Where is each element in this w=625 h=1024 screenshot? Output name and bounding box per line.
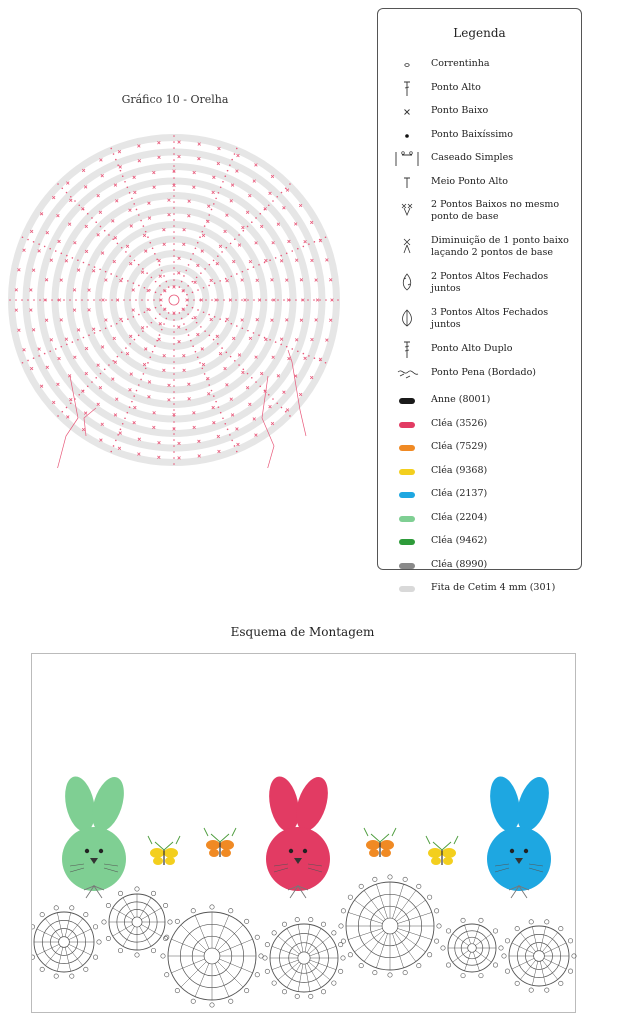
legend-item-label: Correntinha bbox=[431, 58, 490, 69]
butterfly-2 bbox=[204, 828, 236, 857]
antenna bbox=[148, 836, 180, 850]
x-icon bbox=[392, 102, 422, 122]
legend-item-label: Diminuição de 1 ponto baixo laçando 2 pontos de base bbox=[431, 235, 569, 258]
legend-item bbox=[378, 149, 581, 169]
legend-color-item bbox=[378, 579, 581, 599]
legend-color-label: Cléa (2137) bbox=[431, 488, 488, 499]
legend-color-item bbox=[378, 415, 581, 435]
crochet-flower-2 bbox=[102, 887, 172, 957]
decrease-icon bbox=[392, 236, 422, 256]
crochet-flower-4 bbox=[263, 917, 345, 998]
legend-color-item bbox=[378, 532, 581, 552]
antenna bbox=[204, 828, 236, 842]
legend-item-label: Ponto Baixo bbox=[431, 105, 489, 116]
double-x-icon bbox=[392, 200, 422, 220]
crochet-flower-1 bbox=[32, 906, 101, 979]
color-swatch bbox=[399, 445, 415, 451]
color-swatch bbox=[399, 492, 415, 498]
chart-title: Gráfico 10 - Orelha bbox=[121, 93, 229, 106]
legend-color-label: Fita de Cetim 4 mm (301) bbox=[431, 582, 556, 593]
color-swatch bbox=[399, 539, 415, 545]
bunny-1 bbox=[60, 773, 129, 898]
legend-item-label: Ponto Alto bbox=[431, 81, 481, 93]
legend-color-item bbox=[378, 462, 581, 482]
antenna bbox=[426, 836, 458, 850]
legend-color-item bbox=[378, 391, 581, 411]
crochet-flower-3 bbox=[161, 905, 263, 1007]
color-swatch bbox=[399, 398, 415, 404]
feather-icon bbox=[392, 364, 422, 384]
three-closed-icon bbox=[392, 308, 422, 328]
legend-color-item bbox=[378, 556, 581, 576]
legend-color-label: Cléa (9462) bbox=[431, 535, 488, 546]
crochet-flower-6 bbox=[441, 918, 503, 978]
legend-title: Legenda bbox=[453, 26, 506, 40]
legend-color-label: Anne (8001) bbox=[431, 394, 491, 405]
legend-item-label: Ponto Pena (Bordado) bbox=[431, 366, 536, 378]
legend-color-label: Cléa (8990) bbox=[431, 558, 488, 570]
chain-icon bbox=[392, 55, 422, 75]
legend-item-label: Ponto Alto Duplo bbox=[431, 343, 513, 354]
legend-item bbox=[378, 173, 581, 193]
legend-color-item bbox=[378, 438, 581, 458]
legend-panel bbox=[377, 8, 582, 593]
legend-item bbox=[378, 55, 581, 75]
butterfly-4 bbox=[426, 836, 458, 865]
legend-item bbox=[378, 79, 581, 99]
legend-item-label: 3 Pontos Altos Fechados juntos bbox=[431, 307, 549, 330]
assembly-illustration bbox=[32, 654, 577, 1014]
color-swatch bbox=[399, 422, 415, 428]
color-swatch bbox=[399, 586, 415, 592]
dot-icon bbox=[392, 126, 422, 146]
ponto-alto-duplo-icon bbox=[392, 340, 422, 360]
legend-item-label: 2 Pontos Baixos no mesmo ponto de base bbox=[431, 199, 560, 222]
legend-color-label: Cléa (7529) bbox=[431, 441, 488, 452]
butterfly-1 bbox=[148, 836, 180, 865]
color-swatch bbox=[399, 516, 415, 522]
legend-item bbox=[378, 268, 581, 294]
color-swatch bbox=[399, 469, 415, 475]
caseado-icon bbox=[392, 149, 422, 169]
legend-item bbox=[378, 126, 581, 146]
legend-item-label: 2 Pontos Altos Fechados juntos bbox=[431, 271, 549, 294]
bunny-2 bbox=[264, 773, 333, 898]
legend-item bbox=[378, 196, 581, 222]
crochet-flower-7 bbox=[502, 920, 576, 993]
legend-item bbox=[378, 232, 581, 258]
antenna bbox=[364, 828, 396, 842]
legend-color-label: Cléa (2204) bbox=[431, 511, 488, 523]
legend-color-label: Cléa (3526) bbox=[431, 417, 488, 429]
ear-stitch-chart bbox=[0, 118, 350, 468]
legend-item bbox=[378, 304, 581, 330]
meio-ponto-alto-icon bbox=[392, 173, 422, 193]
legend-color-item bbox=[378, 509, 581, 529]
assembly-diagram bbox=[31, 653, 576, 1013]
two-closed-icon bbox=[392, 272, 422, 292]
legend-item bbox=[378, 102, 581, 122]
ponto-alto-icon bbox=[392, 79, 422, 99]
assembly-title: Esquema de Montagem bbox=[230, 625, 375, 639]
bunny-3 bbox=[485, 773, 554, 898]
legend-color-label: Cléa (9368) bbox=[431, 464, 488, 476]
legend-item bbox=[378, 340, 581, 360]
legend-color-item bbox=[378, 485, 581, 505]
butterfly-3 bbox=[364, 828, 396, 857]
legend-item-label: Caseado Simples bbox=[431, 152, 514, 163]
legend-item-label: Meio Ponto Alto bbox=[431, 175, 508, 187]
legend-item-label: Ponto Baixíssimo bbox=[431, 128, 513, 140]
crochet-flower-5 bbox=[339, 875, 441, 977]
legend-item bbox=[378, 364, 581, 384]
color-swatch bbox=[399, 563, 415, 569]
